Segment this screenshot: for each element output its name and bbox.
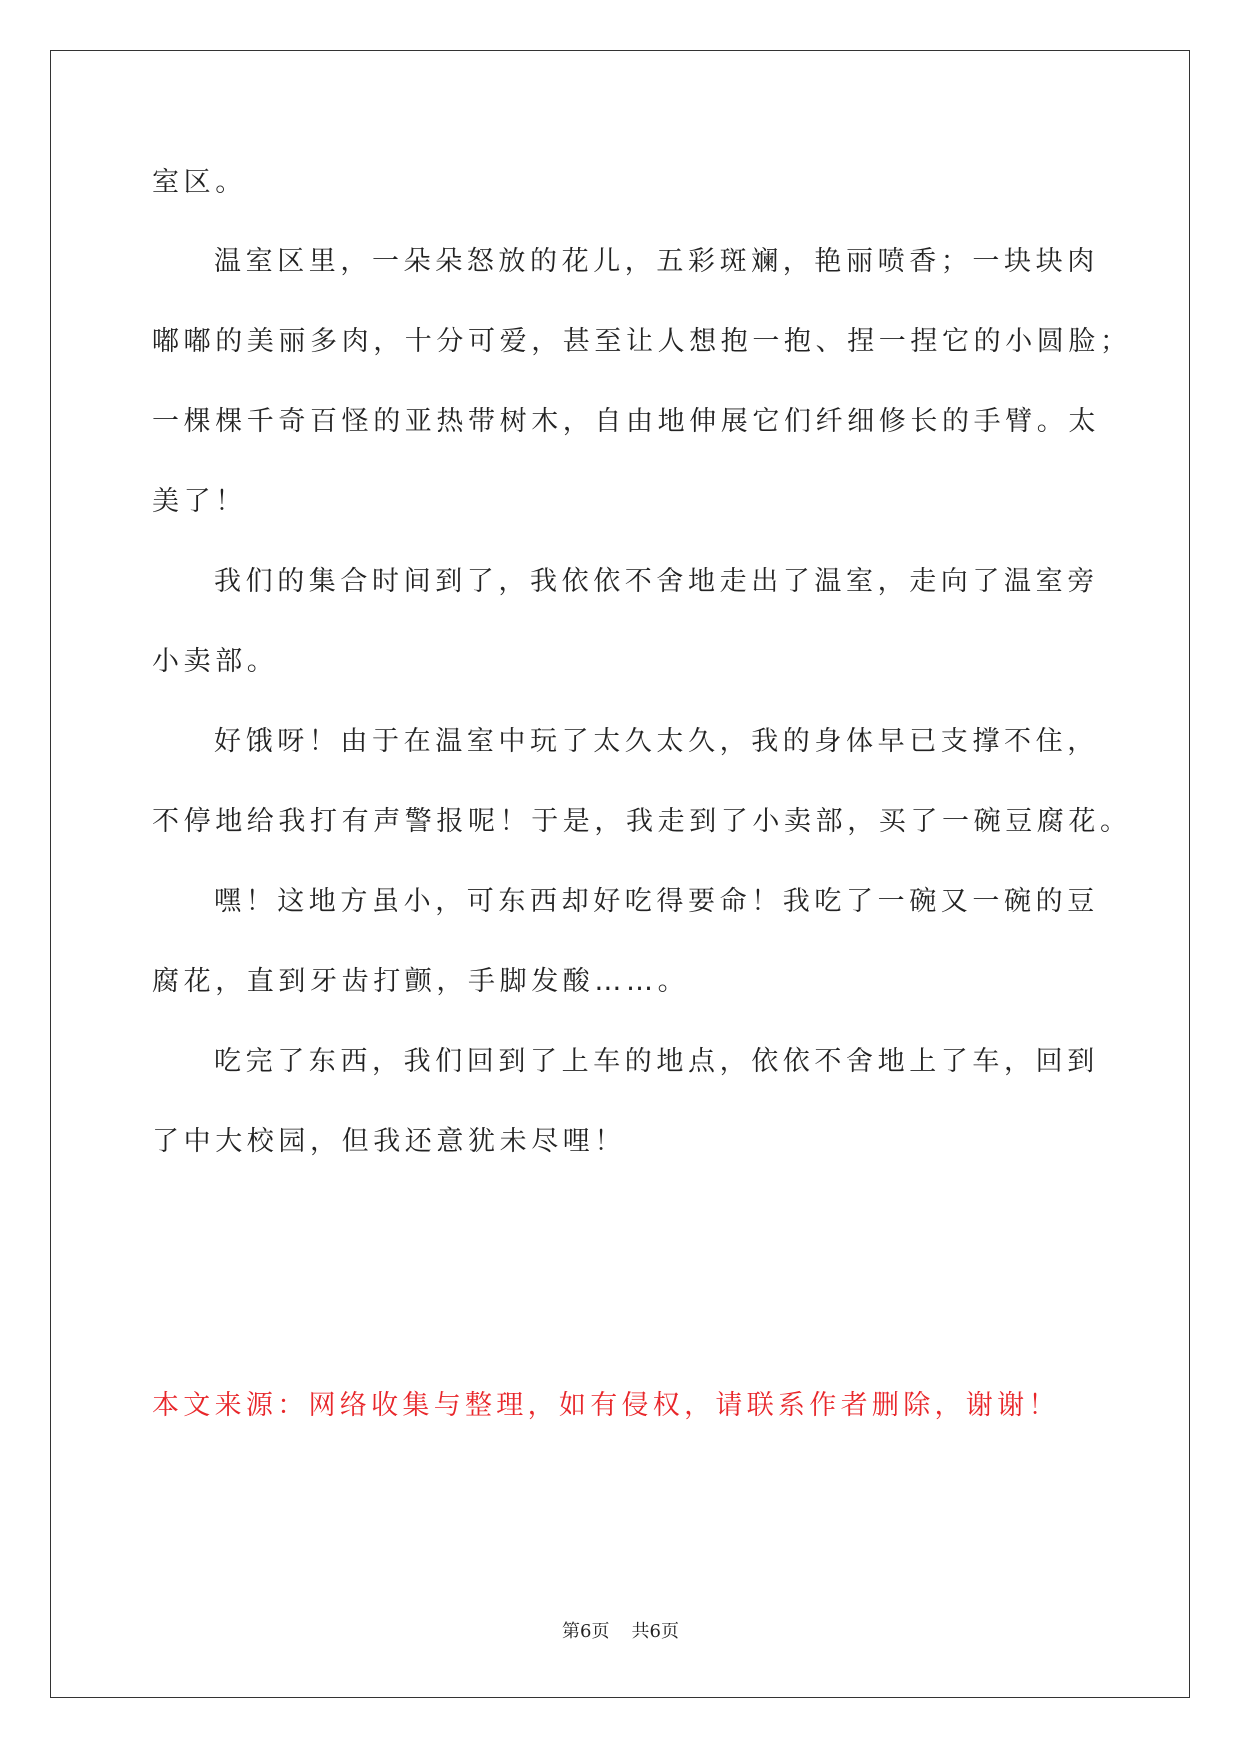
total-page-count: 共6页 (631, 1621, 679, 1642)
source-note: 本文来源：网络收集与整理，如有侵权，请联系作者删除，谢谢！ (152, 1390, 1060, 1421)
text-line: 小卖部。 (152, 646, 279, 677)
text-line: 了中大校园，但我还意犹未尽哩！ (152, 1126, 626, 1157)
paragraph-start-line: 我们的集合时间到了，我依依不舍地走出了温室，走向了温室旁 (214, 566, 1099, 597)
text-line-1: 室区。 (152, 167, 247, 198)
text-line: 不停地给我打有声警报呢！于是，我走到了小卖部，买了一碗豆腐花。 (152, 806, 1132, 837)
paragraph-start-line: 嘿！这地方虽小，可东西却好吃得要命！我吃了一碗又一碗的豆 (214, 886, 1099, 917)
paragraph-start-line: 吃完了东西，我们回到了上车的地点，依依不舍地上了车，回到 (214, 1046, 1099, 1077)
page-border (50, 50, 1190, 1698)
paragraph-start-line: 好饿呀！由于在温室中玩了太久太久，我的身体早已支撑不住， (214, 726, 1099, 757)
text-line: 腐花，直到牙齿打颤，手脚发酸……。 (152, 966, 690, 997)
text-line: 一棵棵千奇百怪的亚热带树木，自由地伸展它们纤细修长的手臂。太 (152, 406, 1100, 437)
page-footer (0, 1620, 1241, 1644)
paragraph-start-line: 温室区里，一朵朵怒放的花儿，五彩斑斓，艳丽喷香；一块块肉 (214, 246, 1099, 277)
current-page-number: 第6页 (562, 1621, 610, 1642)
text-line: 嘟嘟的美丽多肉，十分可爱，甚至让人想抱一抱、捏一捏它的小圆脸； (152, 326, 1132, 357)
text-line: 美了！ (152, 486, 247, 517)
